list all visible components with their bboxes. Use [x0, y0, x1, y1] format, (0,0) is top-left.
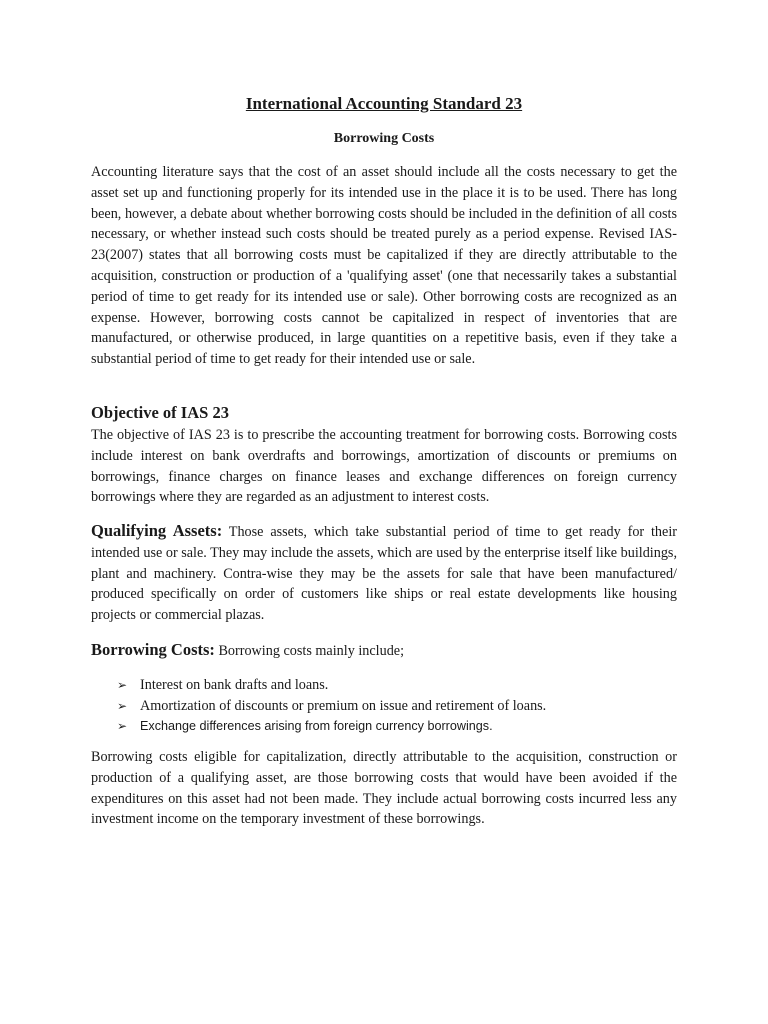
- borrowing-costs-paragraph: [91, 640, 677, 662]
- objective-heading: Objective of IAS 23: [91, 403, 229, 422]
- borrowing-costs-list: [117, 675, 677, 737]
- list-item-text: Amortization of discounts or premium on issue and retirement of loans.: [140, 697, 547, 714]
- arrow-bullet-icon: ➢: [117, 719, 128, 733]
- document-title: International Accounting Standard 23: [245, 94, 523, 113]
- list-item: [117, 675, 677, 696]
- eligible-costs-paragraph: Borrowing costs eligible for capitalization, directly attributable to the acquisition, construction or production of a qualifying asset, are those borrowing costs that would have been avoided if the expenditures on this asset had not been made. They include actual borrowing costs incurred less any investment income on the temporary investment of these borrowings.: [91, 749, 677, 828]
- qualifying-assets-paragraph: [91, 521, 677, 626]
- arrow-bullet-icon: ➢: [117, 698, 128, 713]
- list-item: [117, 716, 677, 737]
- document-subtitle: Borrowing Costs: [333, 131, 435, 146]
- objective-paragraph: The objective of IAS 23 is to prescribe the accounting treatment for borrowing costs. Borrowing costs include interest on bank overdrafts and borrowings, amortization of discounts or premiums on borrowings, finance charges on finance leases and exchange differences on foreign currency borrowings where they are regarded as an adjustment to interest costs.: [91, 427, 677, 506]
- qualifying-assets-text: Those assets, which take substantial period of time to get ready for their intended use or sale. They may include the assets, which are used by the enterprise itself like buildings, plant and machinery. Contra-wise they may be the assets for sale that have been manufactured/ produced specifically on order of customers like ships or real estate developments like housing projects or commercial plazas.: [91, 524, 677, 624]
- qualifying-assets-heading: Qualifying Assets:: [91, 521, 223, 540]
- list-item-text: Exchange differences arising from foreign currency borrowings.: [140, 719, 493, 733]
- arrow-bullet-icon: ➢: [117, 678, 128, 692]
- list-item: [117, 696, 677, 717]
- intro-paragraph: Accounting literature says that the cost of an asset should include all the costs necessary to get the asset set up and functioning properly for its intended use in the place it is to be used. There has long been, however, a debate about whether borrowing costs should be included in the definition of all costs necessary, or whether instead such costs should be treated purely as a period expense. Revised IAS-23(2007) states that all borrowing costs must be capitalized if they are directly attributable to the acquisition, construction or production of a 'qualifying asset' (one that necessarily takes a substantial period of time to get ready for its intended use or sale). Other borrowing costs are recognized as an expense. However, borrowing costs cannot be capitalized in respect of inventories that are manufactured, or otherwise produced, in large quantities on a repetitive basis, even if they take a substantial period of time to get ready for their intended use or sale.: [91, 164, 677, 368]
- list-item-text: Interest on bank drafts and loans.: [140, 677, 329, 693]
- borrowing-costs-intro: Borrowing costs mainly include;: [214, 643, 405, 659]
- borrowing-costs-heading: Borrowing Costs:: [91, 640, 215, 659]
